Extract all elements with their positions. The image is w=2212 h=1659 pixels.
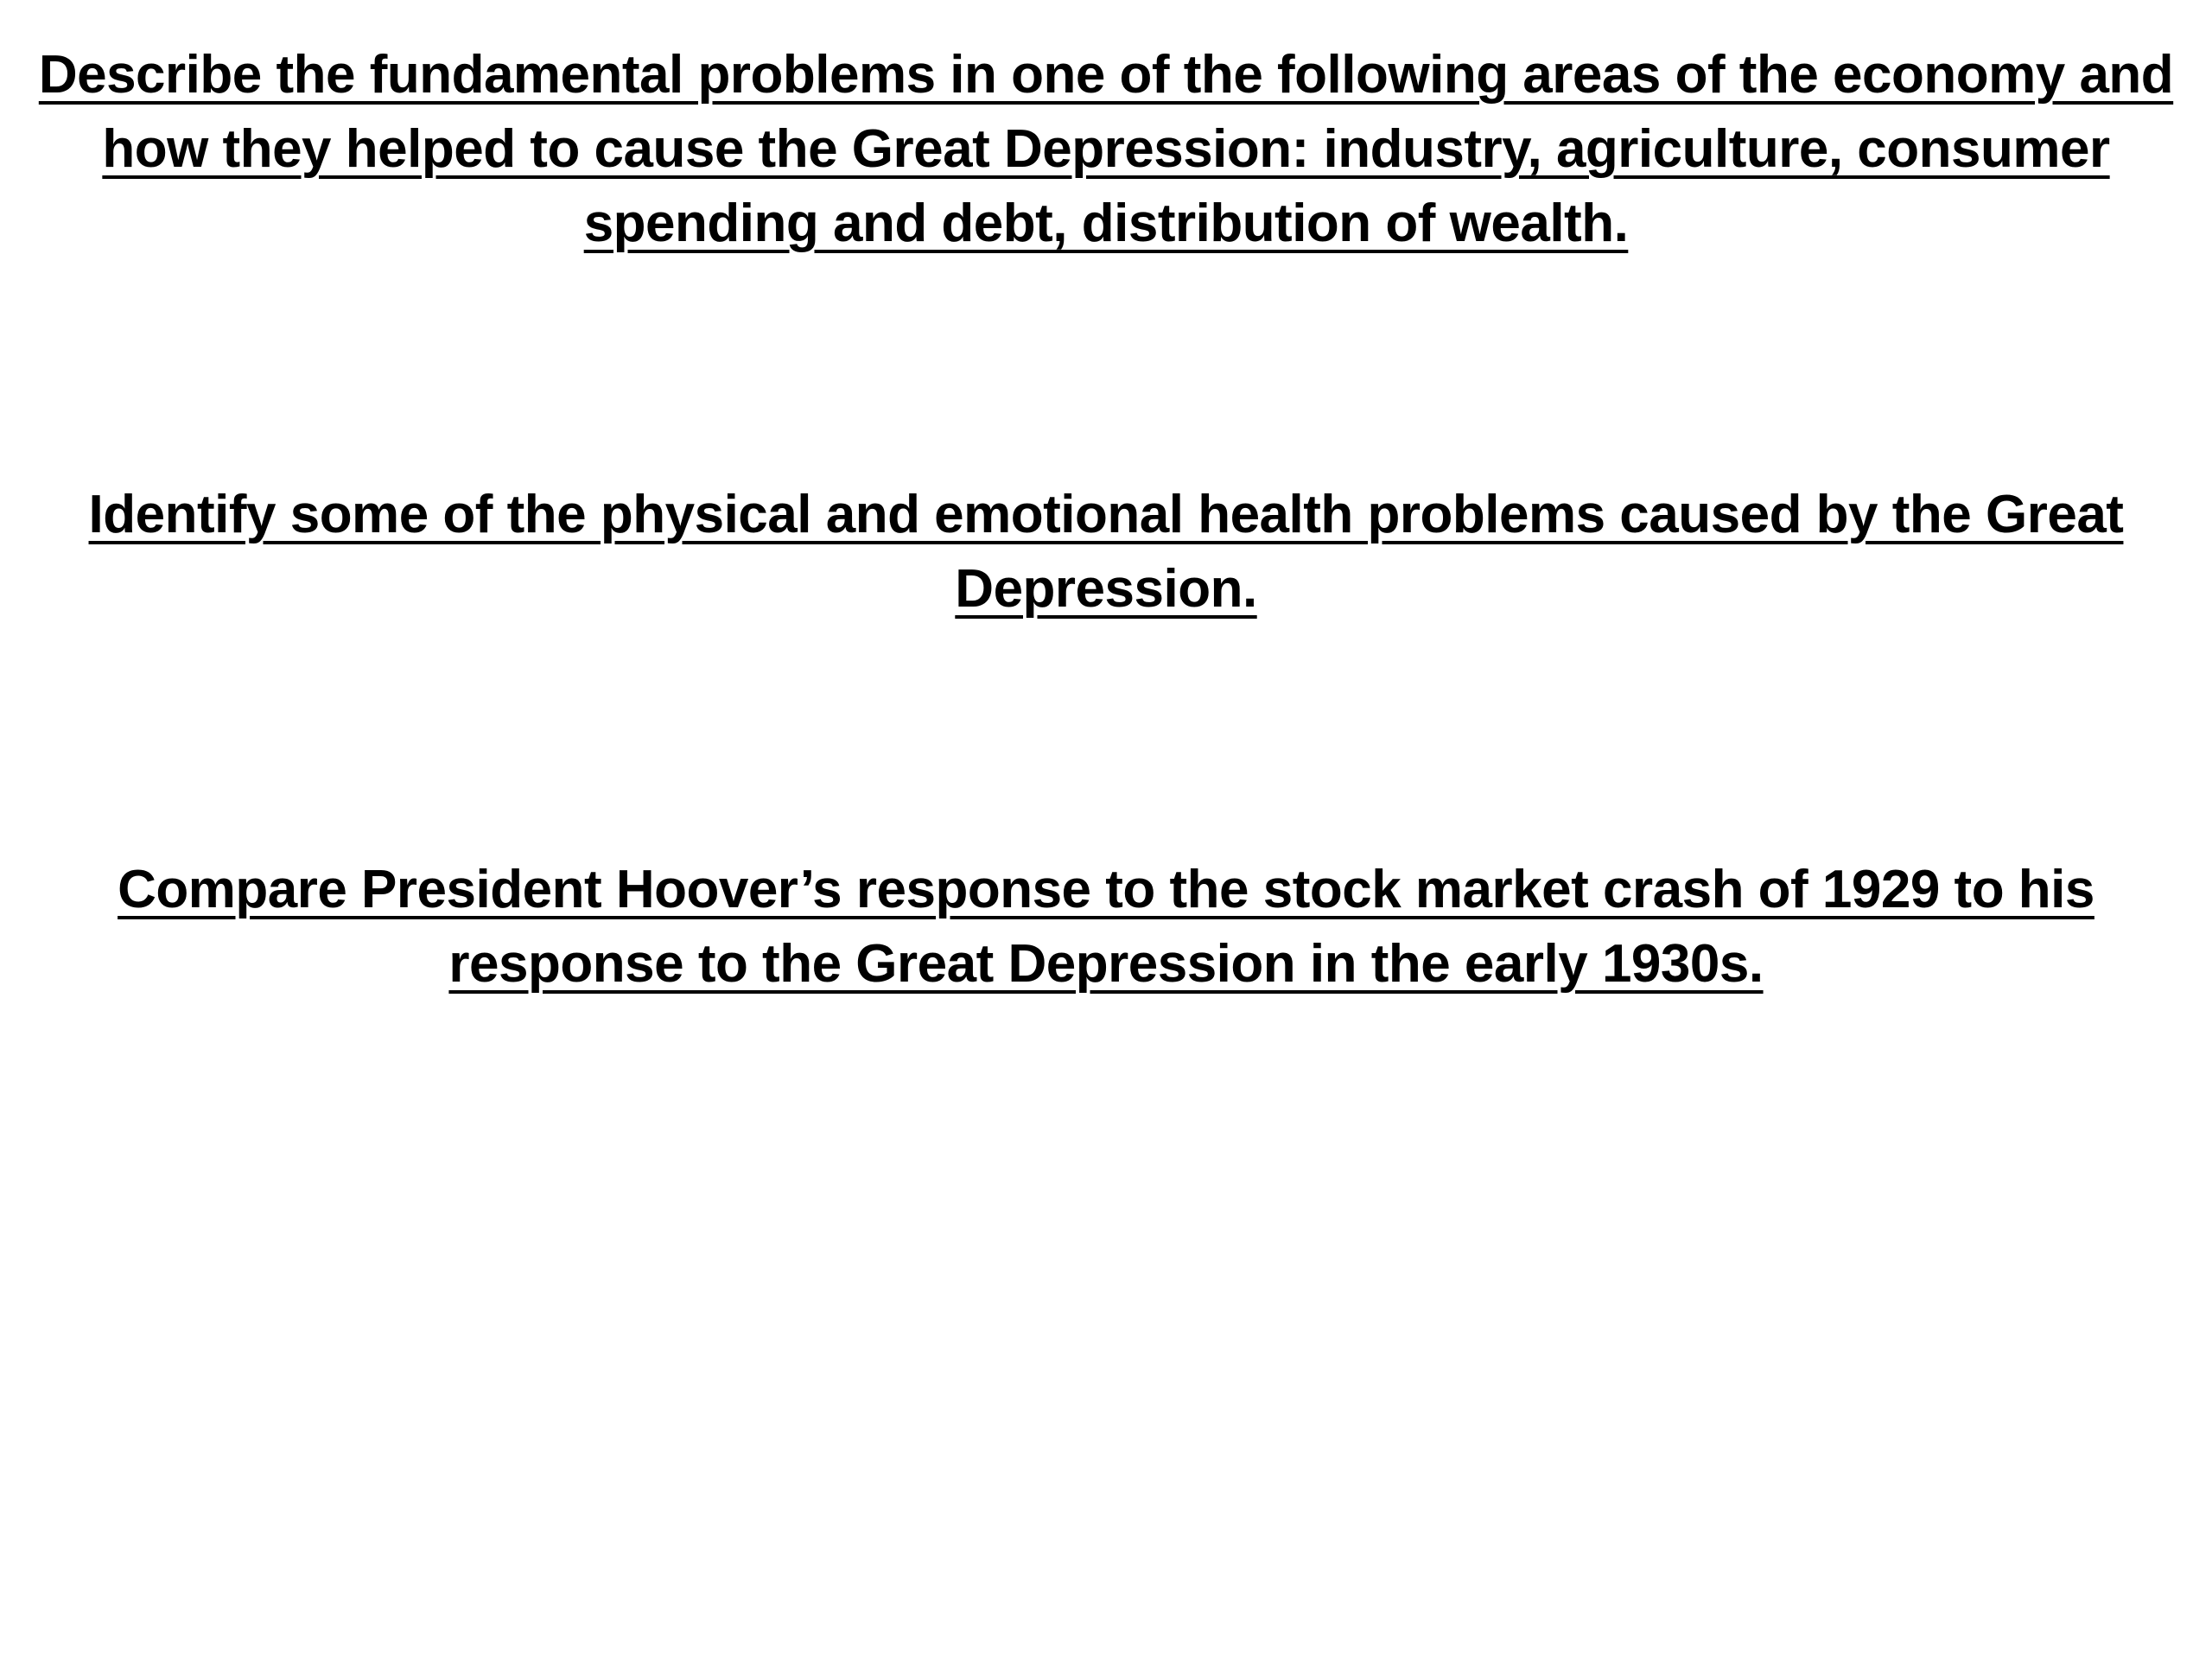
question-health-problems bbox=[0, 478, 2212, 626]
question-text: Describe the fundamental problems in one of the following areas of the economy and how they helped to cause the Great Depression: industry, agriculture, consumer spending and debt, distribution of wealth. bbox=[38, 45, 2174, 253]
question-text: Identify some of the physical and emotional health problems caused by the Great Depression. bbox=[88, 485, 2124, 619]
question-text: Compare President Hoover’s response to the stock market crash of 1929 to his response to the Great Depression in the early 1930s. bbox=[118, 860, 2094, 994]
question-economy-problems bbox=[0, 38, 2212, 261]
question-hoover-response bbox=[0, 853, 2212, 1001]
